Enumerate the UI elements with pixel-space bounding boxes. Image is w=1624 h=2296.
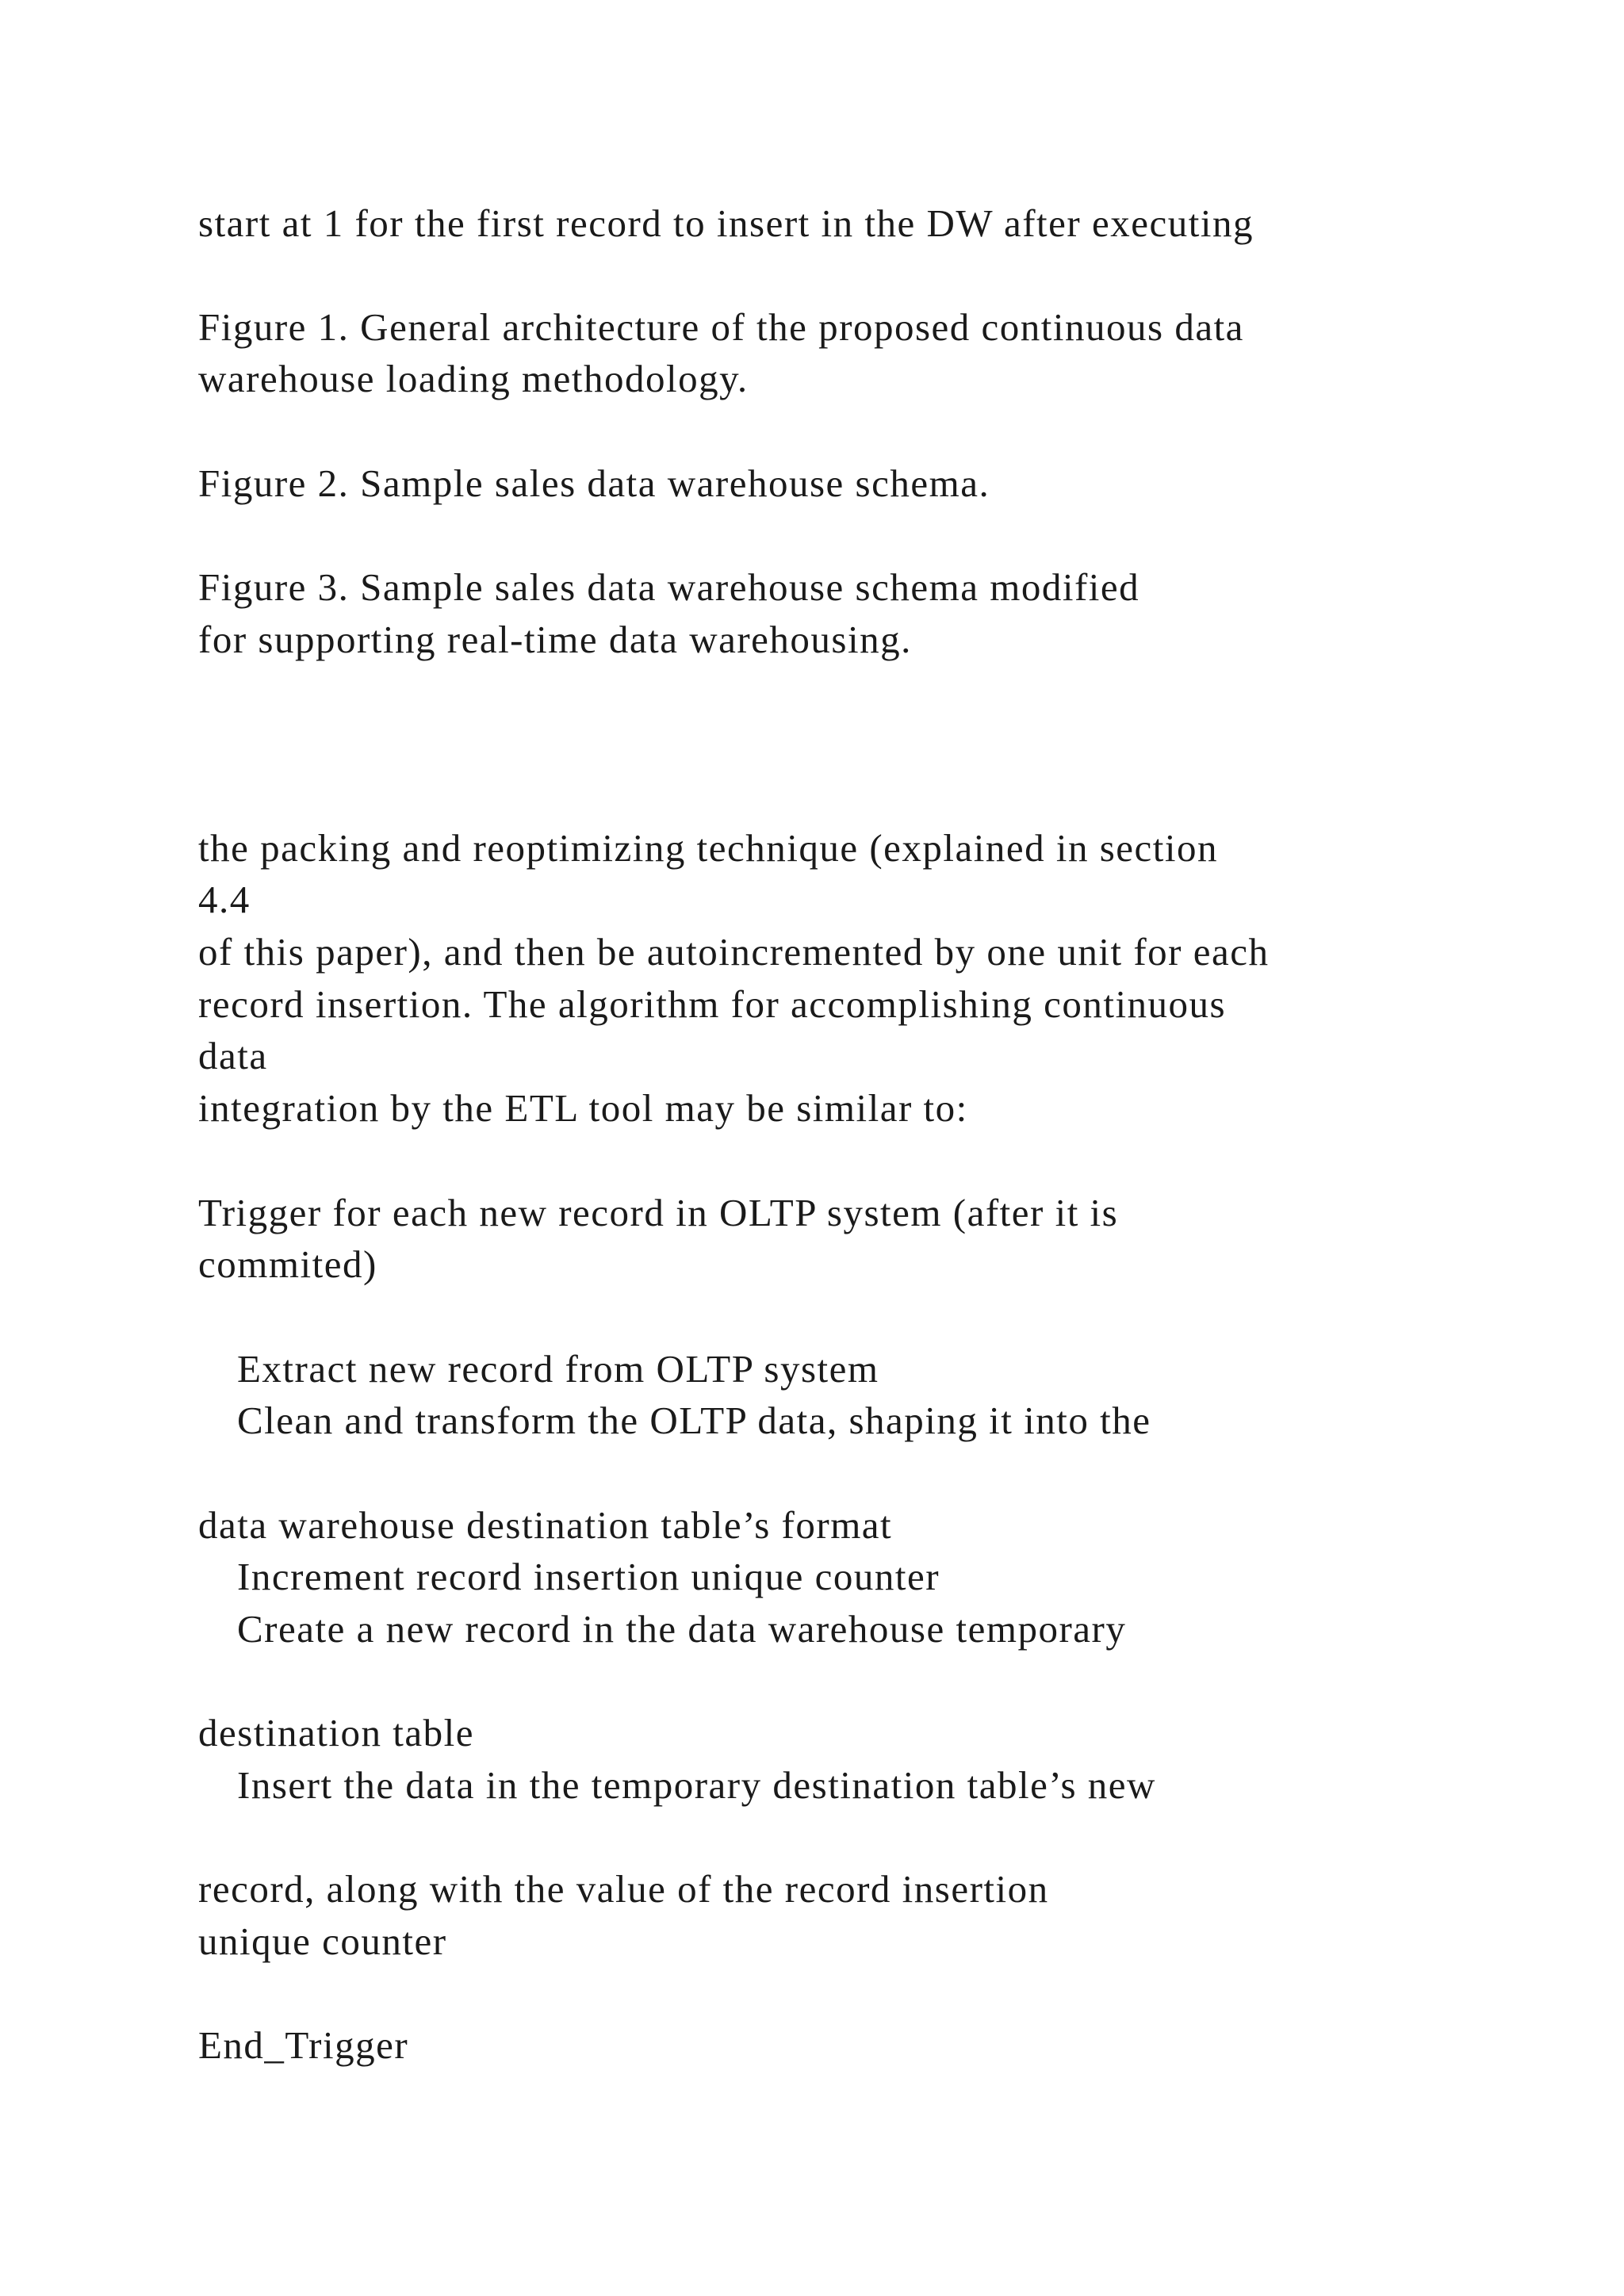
text-line: integration by the ETL tool may be similar to: [198, 1086, 968, 1130]
pseudocode-line: destination table [198, 1711, 474, 1755]
pseudocode-line: commited) [198, 1242, 377, 1286]
pseudocode-line: unique counter [198, 1919, 447, 1963]
figure-3-caption-line-2: for supporting real-time data warehousing. [198, 618, 912, 661]
text-line: data [198, 1034, 268, 1077]
text-line: 4.4 [198, 878, 251, 921]
pseudocode-line: Insert the data in the temporary destination table’s new [237, 1763, 1156, 1807]
pseudocode-line: End_Trigger [198, 2023, 409, 2067]
text-line: start at 1 for the first record to insert in the DW after executing [198, 201, 1254, 245]
figure-3-caption-line-1: Figure 3. Sample sales data warehouse schema modified [198, 565, 1140, 609]
text-line: record insertion. The algorithm for accomplishing continuous [198, 982, 1227, 1026]
pseudocode-line: Extract new record from OLTP system [237, 1347, 879, 1391]
pseudocode-line: Increment record insertion unique counter [237, 1555, 940, 1598]
pseudocode-line: record, along with the value of the record insertion [198, 1867, 1049, 1911]
figure-2-caption: Figure 2. Sample sales data warehouse schema. [198, 461, 990, 505]
pseudocode-line: Clean and transform the OLTP data, shaping it into the [237, 1399, 1151, 1442]
figure-1-caption-line-2: warehouse loading methodology. [198, 357, 749, 400]
text-line: the packing and reoptimizing technique (explained in section [198, 826, 1219, 870]
pseudocode-line: Trigger for each new record in OLTP system (after it is [198, 1191, 1119, 1234]
pseudocode-line: data warehouse destination table’s format [198, 1503, 893, 1547]
text-line: of this paper), and then be autoincremented by one unit for each [198, 930, 1270, 974]
pseudocode-line: Create a new record in the data warehouse temporary [237, 1607, 1127, 1651]
figure-1-caption-line-1: Figure 1. General architecture of the proposed continuous data [198, 305, 1244, 349]
